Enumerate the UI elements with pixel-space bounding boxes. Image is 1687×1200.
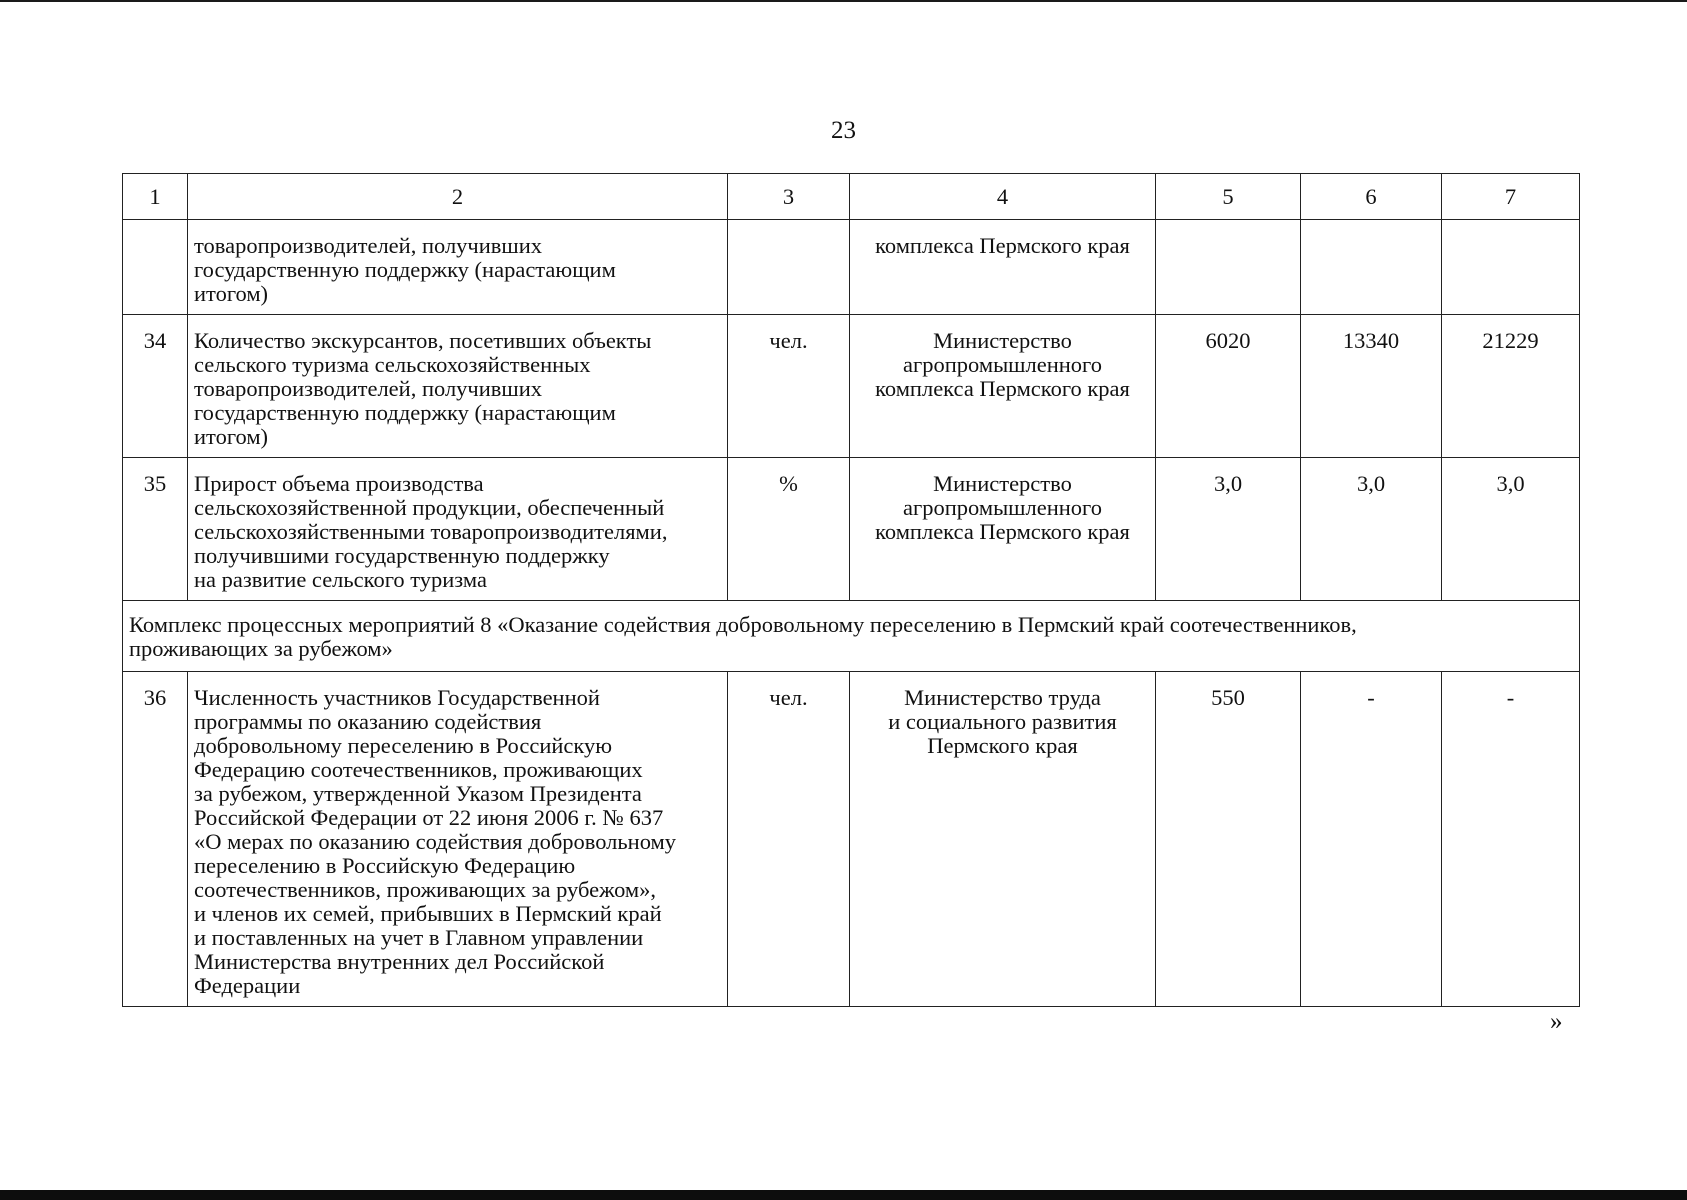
table-row bbox=[123, 458, 1580, 601]
responsible-line: Пермского края bbox=[927, 733, 1078, 758]
scan-edge-top bbox=[0, 0, 1687, 2]
indicator-name bbox=[188, 458, 728, 601]
indicator-name bbox=[188, 220, 728, 315]
indicator-name-line: итогом) bbox=[194, 424, 269, 449]
row-number: 34 bbox=[123, 315, 188, 458]
value-cell-5: 6020 bbox=[1156, 315, 1301, 458]
continuation-mark: » bbox=[1550, 1008, 1563, 1035]
indicator-name-line: товаропроизводителей, получивших bbox=[194, 233, 543, 258]
indicator-name-line: на развитие сельского туризма bbox=[194, 567, 487, 592]
unit-cell bbox=[728, 220, 850, 315]
responsible-line: агропромышленного bbox=[903, 495, 1102, 520]
responsible-line: Министерство bbox=[933, 328, 1072, 353]
indicator-name-line: и членов их семей, прибывших в Пермский край bbox=[194, 901, 662, 926]
indicator-name-line: Численность участников Государственной bbox=[194, 685, 600, 710]
value-cell-6 bbox=[1301, 220, 1442, 315]
indicators-table bbox=[122, 173, 1580, 1007]
indicator-name-line: Федерацию соотечественников, проживающих bbox=[194, 757, 643, 782]
value-cell-6: 3,0 bbox=[1301, 458, 1442, 601]
responsible-cell bbox=[850, 458, 1156, 601]
responsible-line: Министерство труда bbox=[904, 685, 1101, 710]
header-cell-4: 4 bbox=[850, 174, 1156, 220]
indicator-name-line: сельского туризма сельскохозяйственных bbox=[194, 352, 591, 377]
header-row bbox=[123, 174, 1580, 220]
unit-cell: % bbox=[728, 458, 850, 601]
responsible-line: и социального развития bbox=[888, 709, 1117, 734]
indicator-name-line: Прирост объема производства bbox=[194, 471, 484, 496]
header-cell-7: 7 bbox=[1442, 174, 1580, 220]
responsible-line: агропромышленного bbox=[903, 352, 1102, 377]
indicator-name bbox=[188, 315, 728, 458]
indicator-name-line: за рубежом, утвержденной Указом Президента bbox=[194, 781, 642, 806]
row-number bbox=[123, 220, 188, 315]
indicator-name bbox=[188, 672, 728, 1007]
unit-cell: чел. bbox=[728, 315, 850, 458]
indicator-name-line: сельскохозяйственной продукции, обеспеченный bbox=[194, 495, 665, 520]
row-number: 36 bbox=[123, 672, 188, 1007]
responsible-cell bbox=[850, 672, 1156, 1007]
responsible-cell bbox=[850, 220, 1156, 315]
value-cell-7 bbox=[1442, 220, 1580, 315]
indicator-name-line: государственную поддержку (нарастающим bbox=[194, 257, 616, 282]
unit-cell: чел. bbox=[728, 672, 850, 1007]
indicator-name-line: переселению в Российскую Федерацию bbox=[194, 853, 576, 878]
value-cell-6: 13340 bbox=[1301, 315, 1442, 458]
header-cell-6: 6 bbox=[1301, 174, 1442, 220]
responsible-line: комплекса Пермского края bbox=[875, 519, 1130, 544]
table-row bbox=[123, 672, 1580, 1007]
indicator-name-line: Количество экскурсантов, посетивших объекты bbox=[194, 328, 652, 353]
indicator-name-line: соотечественников, проживающих за рубежом», bbox=[194, 877, 657, 902]
value-cell-7: 3,0 bbox=[1442, 458, 1580, 601]
section-title-line: Комплекс процессных мероприятий 8 «Оказание содействия добровольному переселению в Пермский край соотечественников, bbox=[129, 612, 1357, 637]
section-title-line: проживающих за рубежом» bbox=[129, 636, 393, 661]
indicator-name-line: итогом) bbox=[194, 281, 269, 306]
responsible-line: комплекса Пермского края bbox=[875, 233, 1130, 258]
section-title bbox=[123, 601, 1580, 672]
value-cell-6: - bbox=[1301, 672, 1442, 1007]
indicator-name-line: добровольному переселению в Российскую bbox=[194, 733, 613, 758]
indicator-name-line: Министерства внутренних дел Российской bbox=[194, 949, 605, 974]
header-cell-2: 2 bbox=[188, 174, 728, 220]
header-cell-1: 1 bbox=[123, 174, 188, 220]
indicator-name-line: сельскохозяйственными товаропроизводителями, bbox=[194, 519, 668, 544]
indicator-name-line: государственную поддержку (нарастающим bbox=[194, 400, 616, 425]
scan-edge-bottom bbox=[0, 1190, 1687, 1200]
indicator-name-line: Федерации bbox=[194, 973, 301, 998]
responsible-line: комплекса Пермского края bbox=[875, 376, 1130, 401]
page-number: 23 bbox=[831, 117, 856, 144]
value-cell-7: - bbox=[1442, 672, 1580, 1007]
indicator-name-line: Российской Федерации от 22 июня 2006 г. № 637 bbox=[194, 805, 664, 830]
section-row bbox=[123, 601, 1580, 672]
value-cell-5: 550 bbox=[1156, 672, 1301, 1007]
value-cell-5 bbox=[1156, 220, 1301, 315]
responsible-line: Министерство bbox=[933, 471, 1072, 496]
value-cell-7: 21229 bbox=[1442, 315, 1580, 458]
value-cell-5: 3,0 bbox=[1156, 458, 1301, 601]
indicator-name-line: программы по оказанию содействия bbox=[194, 709, 542, 734]
responsible-cell bbox=[850, 315, 1156, 458]
indicator-name-line: товаропроизводителей, получивших bbox=[194, 376, 543, 401]
header-cell-5: 5 bbox=[1156, 174, 1301, 220]
row-number: 35 bbox=[123, 458, 188, 601]
indicator-name-line: и поставленных на учет в Главном управлении bbox=[194, 925, 644, 950]
table-row bbox=[123, 315, 1580, 458]
table-row bbox=[123, 220, 1580, 315]
indicator-name-line: «О мерах по оказанию содействия добровольному bbox=[194, 829, 677, 854]
indicator-name-line: получившими государственную поддержку bbox=[194, 543, 610, 568]
header-cell-3: 3 bbox=[728, 174, 850, 220]
